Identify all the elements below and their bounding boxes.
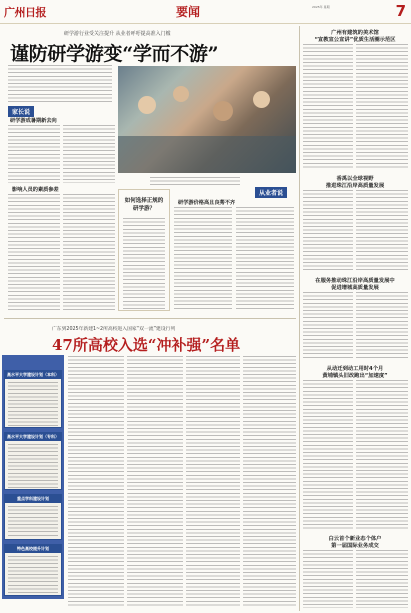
lead-kicker: 研学游行业受关注提升 从业者呼吁提高准入门槛: [64, 31, 171, 37]
qa-box-title: 如何选择正规的研学游？: [124, 198, 164, 212]
right-story-1-col-a: [303, 44, 353, 170]
divider: [4, 318, 296, 319]
article-column-2: [63, 125, 115, 183]
plan-card-1-text: [8, 382, 58, 426]
right-story-2-title: 香禹以全球视野: [336, 176, 374, 182]
lead-subhead-1: 研学游成暑期新去向: [10, 118, 57, 124]
right-story-4-col-b: [356, 380, 408, 530]
qa-box: [118, 189, 170, 311]
plan-card-4-title: 特色高校提升计划: [5, 545, 61, 553]
dateline: 2025年 星期: [312, 5, 330, 9]
right-story-5-col-b: [356, 550, 408, 608]
lead-subhead-3: 研学游价格高且良莠不齐: [178, 200, 236, 206]
right-story-4-col-a: [303, 380, 353, 530]
right-story-1-title: 广州有建筑的美术馆: [331, 30, 379, 36]
bottom-headline: 47所高校入选“冲补强”名单: [52, 336, 241, 354]
article-column-4: [63, 194, 115, 312]
qa-box-text: [123, 218, 165, 310]
section-title: 要闻: [176, 5, 201, 19]
bottom-column-2: [127, 356, 183, 608]
right-story-3-col-a: [303, 292, 353, 358]
lead-headline: 谨防研学游变“学而不游”: [10, 43, 219, 65]
column-divider: [299, 26, 300, 611]
plan-card-3: [4, 494, 62, 540]
plan-card-3-title: 重点学科建设计划: [5, 495, 61, 503]
right-story-2-col-b: [356, 190, 408, 272]
lead-subhead-4: 影响人员的素质参差: [12, 187, 59, 193]
right-story-4-title: 从动迁到动工用时4个月: [326, 366, 384, 372]
bottom-column-4: [243, 356, 296, 608]
newspaper-logo: 广州日报: [4, 6, 46, 19]
plan-card-2-title: 高水平大学建设计划（专科）: [7, 434, 59, 439]
lead-photo: [118, 66, 296, 173]
right-story-5-col-a: [303, 550, 353, 608]
article-column-1: [8, 125, 60, 183]
right-story-1-subtitle: “宣教宣公宣讲”优质生活圈示范区: [314, 37, 396, 43]
right-story-2-subtitle: 推进珠江沿岸高质量发展: [325, 183, 385, 189]
masthead: [0, 0, 411, 24]
plan-card-4: [4, 544, 62, 596]
right-story-3-subtitle: 促进增城高质量发展: [331, 285, 379, 291]
plan-card-1-title: 高水平大学建设计划（本科）: [7, 372, 59, 377]
right-story-3-col-b: [356, 292, 408, 358]
plan-card-2: [4, 432, 62, 490]
photo-caption: [150, 177, 240, 186]
plan-card-4-text: [8, 556, 58, 594]
section-tag-parents: 家长说: [8, 106, 34, 117]
right-story-5-subtitle: 第一届国际业务成交: [331, 543, 379, 549]
bottom-column-1: [68, 356, 124, 608]
bottom-column-3: [186, 356, 240, 608]
right-story-4-subtitle: 黄埔镇头旧改跑出“加速度”: [322, 373, 388, 379]
plan-card-1: [4, 370, 62, 428]
right-story-3-title: 在服务推动珠江沿岸高质量发展中: [315, 278, 395, 284]
plan-card-3-text: [8, 506, 58, 538]
right-story-5-title: 白云首个新业态个体户: [328, 536, 382, 542]
page-number: 7: [395, 2, 406, 20]
bottom-kicker: 广东到2025年新建1~2所高校进入国家“双一流”建设行列: [52, 327, 176, 332]
right-story-2-col-a: [303, 190, 353, 272]
right-story-1-col-b: [356, 44, 408, 170]
article-column-6: [236, 207, 294, 311]
lead-intro-text: [8, 65, 112, 103]
plan-card-2-text: [8, 444, 58, 488]
article-column-5: [174, 207, 232, 311]
section-tag-industry: 从业者说: [255, 187, 287, 198]
article-column-3: [8, 194, 60, 312]
